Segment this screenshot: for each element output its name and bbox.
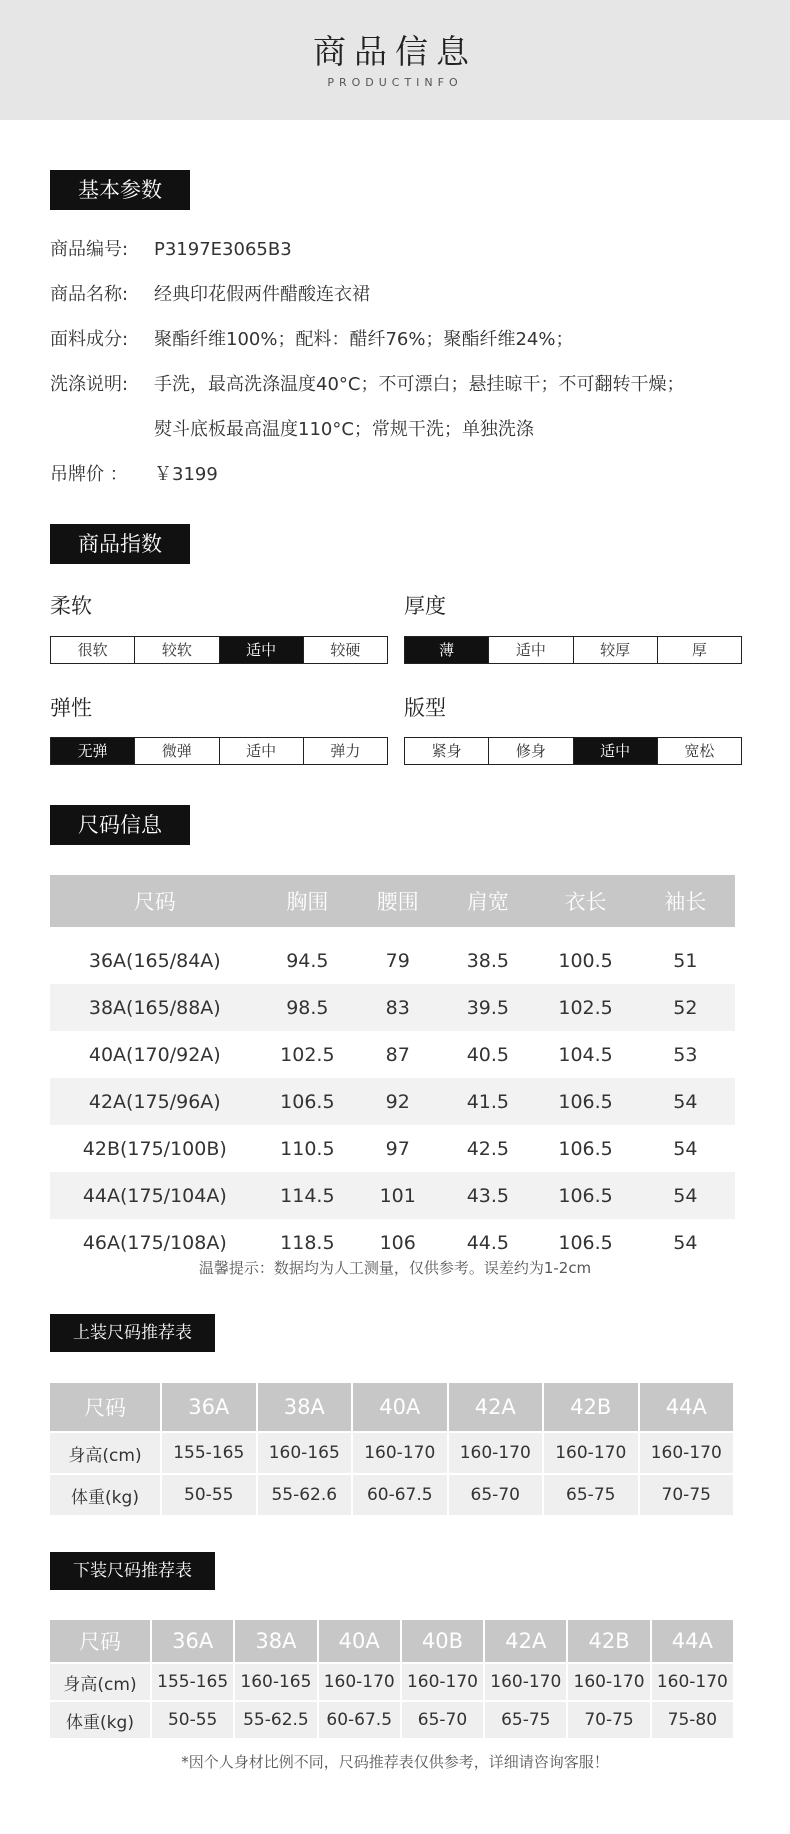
table-cell: 40.5 bbox=[466, 1043, 510, 1066]
table-cell: 106.5 bbox=[558, 1231, 613, 1254]
table-cell: 54 bbox=[636, 1078, 735, 1125]
table-cell: 39.5 bbox=[440, 984, 535, 1031]
table-cell: 106.5 bbox=[535, 1172, 635, 1219]
rec-table-header-cell: 40B bbox=[401, 1620, 484, 1663]
rec-table-cell: 160-170 bbox=[567, 1663, 650, 1701]
table-cell: 100.5 bbox=[558, 949, 613, 972]
index-option: 紧身 bbox=[405, 738, 489, 764]
rec-table-cell: 160-170 bbox=[318, 1663, 401, 1701]
table-row bbox=[50, 1172, 735, 1219]
size-note: 温馨提示：数据均为人工测量，仅供参考。误差约为1-2cm bbox=[198, 1259, 592, 1277]
basic-info-label: 洗涤说明: bbox=[50, 374, 129, 395]
index-bar-fit bbox=[404, 737, 742, 765]
rec-table-cell: 55-62.5 bbox=[234, 1701, 317, 1739]
rec-table-cell: 体重(kg) bbox=[50, 1474, 161, 1516]
page-subtitle: PRODUCTINFO bbox=[327, 76, 463, 89]
index-option: 较硬 bbox=[330, 641, 361, 659]
rec-table-cell: 50-55 bbox=[161, 1474, 257, 1516]
rec-table-header-cell: 尺码 bbox=[50, 1620, 151, 1663]
bottom-rec-table bbox=[50, 1620, 735, 1740]
rec-table-row bbox=[50, 1663, 734, 1701]
index-option: 无弹 bbox=[51, 738, 135, 764]
table-cell: 42.5 bbox=[466, 1137, 510, 1160]
table-cell: 94.5 bbox=[286, 949, 329, 972]
index-option: 较厚 bbox=[574, 637, 658, 663]
table-row bbox=[50, 1125, 735, 1172]
index-title-thickness: 厚度 bbox=[404, 594, 446, 618]
index-bar-thickness bbox=[404, 636, 742, 664]
rec-table-cell: 身高(cm) bbox=[50, 1432, 161, 1474]
index-option: 薄 bbox=[405, 637, 489, 663]
basic-info-label bbox=[50, 416, 154, 461]
page-header bbox=[0, 0, 790, 120]
index-option: 适中 bbox=[220, 637, 304, 663]
rec-table-cell: 160-170 bbox=[401, 1663, 484, 1701]
size-table-header-cell: 袖长 bbox=[636, 875, 735, 927]
index-bar-elasticity bbox=[50, 737, 388, 765]
table-cell: 104.5 bbox=[558, 1043, 613, 1066]
rec-table-cell: 65-75 bbox=[484, 1701, 567, 1739]
index-title-softness: 柔软 bbox=[50, 594, 92, 618]
rec-table-header-cell: 42B bbox=[567, 1620, 650, 1663]
basic-info-row bbox=[50, 371, 750, 416]
basic-info-value: 手洗，最高洗涤温度40°C；不可漂白；悬挂晾干；不可翻转干燥； bbox=[154, 374, 685, 395]
rec-table-header-cell: 尺码 bbox=[50, 1383, 161, 1432]
basic-info-row bbox=[50, 461, 750, 506]
table-cell: 44A(175/104A) bbox=[50, 1172, 260, 1219]
table-cell: 102.5 bbox=[535, 984, 635, 1031]
rec-table-header-cell: 44A bbox=[651, 1620, 734, 1663]
page-title: 商品信息 bbox=[313, 32, 477, 71]
table-cell: 97 bbox=[385, 1137, 410, 1160]
rec-table-header-row bbox=[50, 1383, 734, 1432]
rec-table-header-cell: 40A bbox=[352, 1383, 448, 1432]
rec-table-row bbox=[50, 1432, 734, 1474]
rec-table-cell: 160-170 bbox=[543, 1432, 639, 1474]
section-label-basic: 基本参数 bbox=[50, 170, 190, 210]
size-table-header-cell: 胸围 bbox=[260, 875, 356, 927]
rec-table-header-cell: 36A bbox=[161, 1383, 257, 1432]
basic-info-row bbox=[50, 416, 750, 461]
rec-table-cell: 55-62.6 bbox=[257, 1474, 353, 1516]
table-cell: 38A(165/88A) bbox=[50, 984, 260, 1031]
table-cell: 52 bbox=[636, 984, 735, 1031]
table-row bbox=[50, 937, 735, 984]
table-row bbox=[50, 984, 735, 1031]
rec-table-cell: 160-170 bbox=[484, 1663, 567, 1701]
index-option: 适中 bbox=[574, 738, 658, 764]
rec-table-cell: 160-165 bbox=[257, 1432, 353, 1474]
basic-info-value: 聚酯纤维100%；配料：醋纤76%；聚酯纤维24%； bbox=[154, 329, 574, 350]
index-option: 宽松 bbox=[684, 742, 715, 760]
table-row bbox=[50, 1078, 735, 1125]
size-table-header-cell: 肩宽 bbox=[440, 875, 535, 927]
size-table-header-cell: 腰围 bbox=[355, 875, 440, 927]
index-option: 厚 bbox=[691, 641, 707, 659]
table-cell: 54 bbox=[673, 1231, 698, 1254]
rec-table-row bbox=[50, 1701, 734, 1739]
rec-table-header-cell: 42A bbox=[448, 1383, 544, 1432]
section-label-index: 商品指数 bbox=[50, 524, 190, 564]
top-rec-table bbox=[50, 1383, 735, 1517]
section-label-size: 尺码信息 bbox=[50, 805, 190, 845]
table-cell: 36A(165/84A) bbox=[88, 949, 221, 972]
table-cell: 114.5 bbox=[260, 1172, 356, 1219]
table-cell: 38.5 bbox=[466, 949, 510, 972]
table-cell: 106.5 bbox=[558, 1137, 613, 1160]
basic-info-value: 熨斗底板最高温度110°C；常规干洗；单独洗涤 bbox=[154, 419, 534, 440]
table-cell: 106 bbox=[379, 1231, 416, 1254]
index-bar-softness bbox=[50, 636, 388, 664]
rec-table-cell: 160-170 bbox=[651, 1663, 734, 1701]
rec-table-header-cell: 38A bbox=[234, 1620, 317, 1663]
table-cell: 110.5 bbox=[280, 1137, 335, 1160]
table-cell: 102.5 bbox=[280, 1043, 335, 1066]
rec-table-row bbox=[50, 1474, 734, 1516]
table-cell: 106.5 bbox=[535, 1078, 635, 1125]
index-option: 微弹 bbox=[135, 738, 219, 764]
table-cell: 42B(175/100B) bbox=[82, 1137, 227, 1160]
index-title-fit: 版型 bbox=[404, 696, 446, 720]
rec-table-cell: 70-75 bbox=[567, 1701, 650, 1739]
basic-info-list bbox=[50, 236, 750, 506]
rec-table-cell: 50-55 bbox=[151, 1701, 234, 1739]
basic-info-row bbox=[50, 326, 750, 371]
rec-table-cell: 160-165 bbox=[234, 1663, 317, 1701]
index-option: 较软 bbox=[135, 637, 219, 663]
rec-table-cell: 155-165 bbox=[151, 1663, 234, 1701]
index-option: 适中 bbox=[489, 637, 573, 663]
table-cell: 101 bbox=[355, 1172, 440, 1219]
rec-table-header-row bbox=[50, 1620, 734, 1663]
basic-info-label: 面料成分: bbox=[50, 329, 129, 350]
table-cell: 42A(175/96A) bbox=[50, 1078, 260, 1125]
index-option: 适中 bbox=[220, 738, 304, 764]
rec-table-cell: 160-170 bbox=[639, 1432, 735, 1474]
size-table-header-row bbox=[50, 875, 735, 927]
basic-info-label: 吊牌价 ： bbox=[50, 464, 128, 485]
rec-table-header-cell: 44A bbox=[639, 1383, 735, 1432]
table-cell: 54 bbox=[673, 1137, 698, 1160]
rec-table-cell: 160-170 bbox=[448, 1432, 544, 1474]
table-cell: 43.5 bbox=[440, 1172, 535, 1219]
table-cell: 51 bbox=[673, 949, 698, 972]
table-cell: 83 bbox=[355, 984, 440, 1031]
basic-info-row bbox=[50, 281, 750, 326]
table-cell: 79 bbox=[385, 949, 410, 972]
rec-table-cell: 65-70 bbox=[448, 1474, 544, 1516]
table-cell: 106.5 bbox=[260, 1078, 356, 1125]
rec-table-cell: 155-165 bbox=[161, 1432, 257, 1474]
footer-note: *因个人身材比例不同，尺码推荐表仅供参考，详细请咨询客服！ bbox=[181, 1753, 609, 1771]
basic-info-label: 商品名称: bbox=[50, 284, 129, 305]
rec-table-cell: 65-70 bbox=[401, 1701, 484, 1739]
size-table-spacer bbox=[50, 927, 735, 937]
rec-table-header-cell: 42B bbox=[543, 1383, 639, 1432]
rec-table-cell: 160-170 bbox=[352, 1432, 448, 1474]
table-cell: 54 bbox=[636, 1172, 735, 1219]
index-option: 弹力 bbox=[330, 742, 361, 760]
table-cell: 92 bbox=[355, 1078, 440, 1125]
rec-table-cell: 70-75 bbox=[639, 1474, 735, 1516]
basic-info-value: ￥3199 bbox=[154, 464, 218, 485]
index-option: 很软 bbox=[51, 637, 135, 663]
index-title-elasticity: 弹性 bbox=[50, 696, 92, 720]
rec-table-cell: 60-67.5 bbox=[318, 1701, 401, 1739]
rec-table-header-cell: 36A bbox=[151, 1620, 234, 1663]
basic-info-value: P3197E3065B3 bbox=[154, 239, 292, 260]
basic-info-label: 商品编号: bbox=[50, 239, 129, 260]
table-cell: 44.5 bbox=[466, 1231, 510, 1254]
rec-table-cell: 体重(kg) bbox=[50, 1701, 151, 1739]
basic-info-value: 经典印花假两件醋酸连衣裙 bbox=[154, 284, 370, 305]
table-row bbox=[50, 1031, 735, 1078]
rec-table-cell: 身高(cm) bbox=[50, 1663, 151, 1701]
section-label-bottom-rec: 下装尺码推荐表 bbox=[50, 1552, 215, 1590]
table-cell: 98.5 bbox=[260, 984, 356, 1031]
size-table-header-cell: 衣长 bbox=[535, 875, 635, 927]
table-cell: 53 bbox=[673, 1043, 698, 1066]
table-cell: 87 bbox=[385, 1043, 410, 1066]
table-cell: 118.5 bbox=[280, 1231, 335, 1254]
size-table-spacer-cell bbox=[50, 927, 735, 937]
size-table bbox=[50, 875, 735, 1266]
basic-info-row bbox=[50, 236, 750, 281]
rec-table-header-cell: 42A bbox=[484, 1620, 567, 1663]
section-label-top-rec: 上装尺码推荐表 bbox=[50, 1314, 215, 1352]
rec-table-cell: 65-75 bbox=[543, 1474, 639, 1516]
rec-table-cell: 75-80 bbox=[651, 1701, 734, 1739]
rec-table-header-cell: 38A bbox=[257, 1383, 353, 1432]
index-option: 修身 bbox=[489, 738, 573, 764]
size-table-header-cell: 尺码 bbox=[50, 875, 260, 927]
table-cell: 41.5 bbox=[440, 1078, 535, 1125]
rec-table-header-cell: 40A bbox=[318, 1620, 401, 1663]
table-cell: 40A(170/92A) bbox=[88, 1043, 221, 1066]
table-cell: 46A(175/108A) bbox=[82, 1231, 227, 1254]
rec-table-cell: 60-67.5 bbox=[352, 1474, 448, 1516]
